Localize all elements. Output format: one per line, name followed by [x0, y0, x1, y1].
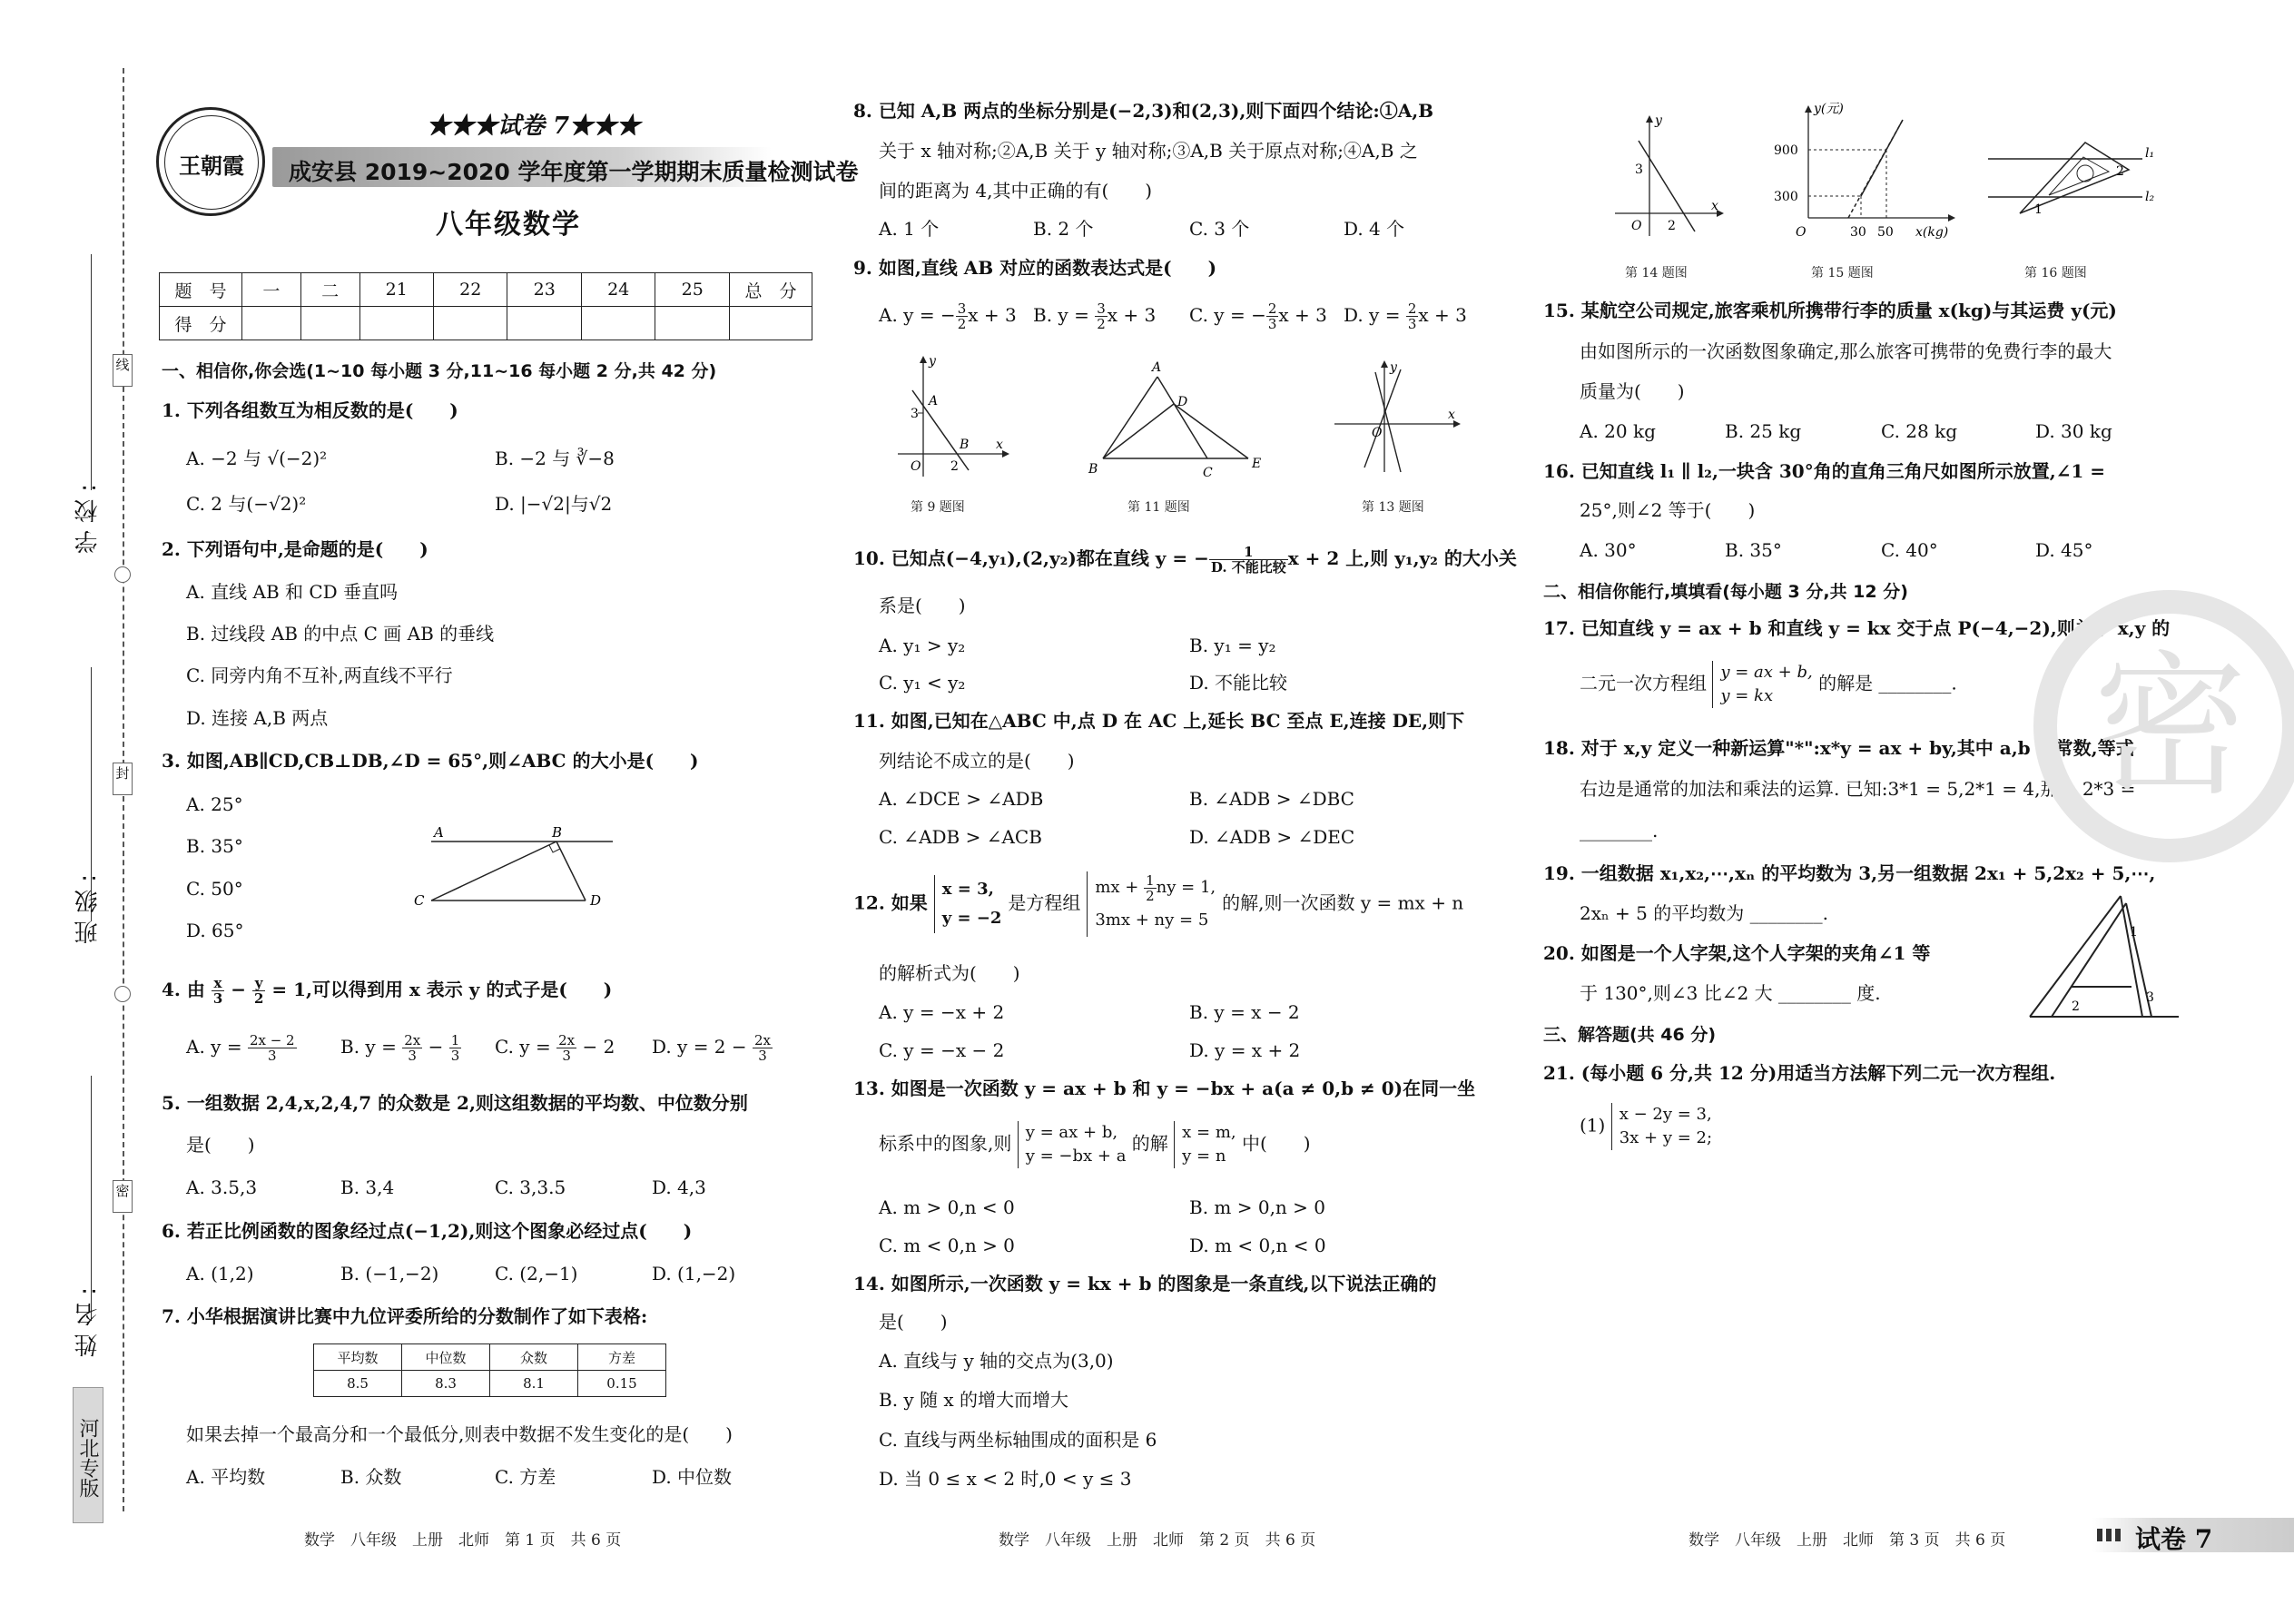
q8-line-1: 8. 已知 A,B 两点的坐标分别是(−2,3)和(2,3),则下面四个结论:①A,B [853, 100, 1434, 122]
q16-option-c: C. 40° [1881, 539, 1938, 561]
figure-11-caption: 第 11 题图 [1127, 500, 1190, 515]
q4-stem-post: = 1,可以得到用 x 表示 y 的式子是( ) [271, 979, 613, 1000]
stat-value: 8.1 [490, 1371, 578, 1397]
watermark-seal [2033, 590, 2294, 862]
q3-label-b: B [552, 824, 563, 841]
q8-option-d: D. 4 个 [1344, 218, 1405, 240]
svg-text:2: 2 [950, 459, 959, 474]
q13-option-c: C. m < 0,n > 0 [879, 1235, 1015, 1256]
q2-stem: 2. 下列语句中,是命题的是( ) [162, 538, 428, 560]
figure-15 [1770, 100, 1965, 250]
score-header-cell: 总 分 [730, 273, 812, 307]
q15-option-a: A. 20 kg [1580, 420, 1656, 442]
q18-line-3: ________. [1580, 820, 1659, 842]
q7-stem-2: 如果去掉一个最高分和一个最低分,则表中数据不发生变化的是( ) [186, 1423, 733, 1445]
q9-option-c: C. y = − $\frac{2}{3}$ x + 3 [1189, 300, 1327, 332]
q10-option-d: D. 不能比较 [1189, 672, 1288, 694]
q12-option-b: B. y = x − 2 [1189, 1001, 1300, 1023]
q15-option-c: C. 28 kg [1881, 420, 1958, 442]
svg-text:900: 900 [1774, 143, 1798, 158]
score-input-cell[interactable] [655, 307, 730, 340]
page-3-footer: 数学 八年级 上册 北师 第 3 页 共 6 页 [1689, 1531, 2006, 1550]
edition-badge: 河北专版 [73, 1387, 103, 1523]
q14-option-b: B. y 随 x 的增大而增大 [879, 1389, 1069, 1411]
q5-stem-2: 是( ) [186, 1134, 255, 1156]
score-input-cell[interactable] [359, 307, 433, 340]
score-header-cell: 23 [507, 273, 581, 307]
name-label: 姓名: [74, 1280, 102, 1357]
q9-stem: 9. 如图,直线 AB 对应的函数表达式是( ) [853, 257, 1217, 279]
figure-13-caption: 第 13 题图 [1362, 500, 1424, 515]
q14-option-c: C. 直线与两坐标轴围成的面积是 6 [879, 1429, 1157, 1451]
q4-option-c: C. y = $\frac{2x}{3}$ − 2 [495, 1032, 615, 1064]
figure-9 [894, 354, 1012, 481]
score-header-cell: 二 [300, 273, 359, 307]
q21-line-1: 21. (每小题 6 分,共 12 分)用适当方法解下列二元一次方程组. [1543, 1062, 2056, 1084]
q11-option-b: B. ∠ADB > ∠DBC [1189, 788, 1354, 810]
q14-option-d: D. 当 0 ≤ x < 2 时,0 < y ≤ 3 [879, 1468, 1132, 1490]
q20-line-2: 于 130°,则∠3 比∠2 大 ________ 度. [1580, 982, 1881, 1004]
q3-stem: 3. 如图,AB∥CD,CB⊥DB,∠D = 65°,则∠ABC 的大小是( ) [162, 750, 699, 772]
svg-text:A: A [1152, 360, 1162, 375]
svg-text:50: 50 [1877, 225, 1894, 240]
q6-option-c: C. (2,−1) [495, 1263, 578, 1284]
q12-option-d: D. y = x + 2 [1189, 1039, 1301, 1061]
q6-option-a: A. (1,2) [186, 1263, 254, 1284]
q10-line-1: 10. 已知点(−4,y₁),(2,y₂)都在直线 y = − $\frac{1}{\text{D. 不能比较}}$ x + 2 上,则 y₁,y₂ 的大小关 [853, 544, 1517, 576]
svg-text:2: 2 [2072, 999, 2080, 1014]
q19-line-1: 19. 一组数据 x₁,x₂,⋯,xₙ 的平均数为 3,另一组数据 2x₁ + 5,2x₂ + 5,⋯, [1543, 862, 2156, 884]
svg-text:x: x [1711, 199, 1718, 213]
score-input-cell[interactable] [581, 307, 655, 340]
q15-line-1: 15. 某航空公司规定,旅客乘机所携带行李的质量 x(kg)与其运费 y(元) [1543, 300, 2117, 321]
q7-option-b: B. 众数 [340, 1466, 402, 1488]
q16-option-b: B. 35° [1725, 539, 1782, 561]
q6-stem: 6. 若正比例函数的图象经过点(−1,2),则这个图象必经过点( ) [162, 1220, 693, 1242]
svg-text:O: O [911, 459, 921, 474]
q12-option-a: A. y = −x + 2 [879, 1001, 1005, 1023]
q1-option-b: B. −2 与 ∛−8 [495, 448, 615, 469]
svg-text:y: y [929, 354, 936, 369]
page-2-footer: 数学 八年级 上册 北师 第 2 页 共 6 页 [999, 1531, 1316, 1550]
svg-text:3: 3 [2146, 990, 2154, 1005]
svg-text:y: y [1655, 113, 1662, 128]
svg-text:2: 2 [2116, 164, 2124, 179]
figure-16-caption: 第 16 题图 [2024, 266, 2087, 281]
stat-value: 8.3 [402, 1371, 490, 1397]
q8-option-a: A. 1 个 [879, 218, 940, 240]
binding-mark-2: 封 [113, 763, 133, 795]
q10-option-c: C. y₁ < y₂ [879, 672, 966, 694]
score-header-cell: 一 [242, 273, 301, 307]
section-3-heading: 三、解答题(共 46 分) [1543, 1025, 1717, 1045]
brand-seal [156, 107, 265, 216]
q13-option-b: B. m > 0,n > 0 [1189, 1196, 1326, 1218]
score-input-cell[interactable] [507, 307, 581, 340]
q7-option-c: C. 方差 [495, 1466, 556, 1488]
figure-11 [1085, 359, 1271, 486]
q8-line-3: 间的距离为 4,其中正确的有( ) [879, 180, 1153, 202]
q5-option-a: A. 3.5,3 [186, 1176, 258, 1198]
q14-line-2: 是( ) [879, 1311, 948, 1333]
q18-line-1: 18. 对于 x,y 定义一种新运算"*":x*y = ax + by,其中 a,b 为常数,等式 [1543, 737, 2134, 759]
q3-label-a: A [434, 824, 444, 841]
class-label: 班级: [74, 867, 102, 944]
q12-option-c: C. y = −x − 2 [879, 1039, 1005, 1061]
q10-line-2: 系是( ) [879, 595, 966, 616]
stat-header: 平均数 [314, 1344, 402, 1371]
figure-14-caption: 第 14 题图 [1625, 266, 1688, 281]
q13-option-a: A. m > 0,n < 0 [879, 1196, 1015, 1218]
q2-option-a: A. 直线 AB 和 CD 垂直吗 [186, 581, 399, 603]
q4-option-b: B. y = $\frac{2x}{3}$ − $\frac{1}{3}$ [340, 1032, 460, 1064]
binding-hole-2 [114, 986, 131, 1002]
q7-option-d: D. 中位数 [652, 1466, 733, 1488]
figure-14 [1611, 113, 1729, 241]
q4-option-d: D. y = 2 − $\frac{2x}{3}$ [652, 1032, 772, 1064]
stat-header: 方差 [578, 1344, 666, 1371]
q7-stat-table [313, 1343, 666, 1397]
section-2-heading: 二、相信你能行,填填看(每小题 3 分,共 12 分) [1543, 582, 1908, 602]
q8-line-2: 关于 x 轴对称;②A,B 关于 y 轴对称;③A,B 关于原点对称;④A,B 之 [879, 140, 1418, 162]
svg-text:x: x [996, 438, 1003, 452]
figure-16 [1984, 132, 2165, 231]
q8-option-b: B. 2 个 [1033, 218, 1094, 240]
q3-option-d: D. 65° [186, 920, 244, 941]
q16-option-d: D. 45° [2035, 539, 2093, 561]
q6-option-d: D. (1,−2) [652, 1263, 736, 1284]
q13-line-2: 标系中的图象,则 y = ax + b, y = −bx + a 的解 x = m, y = n 中( ) [879, 1121, 1311, 1168]
svg-text:l₁: l₁ [2145, 146, 2155, 161]
score-header-cell: 题 号 [160, 273, 242, 307]
score-input-cell[interactable] [433, 307, 507, 340]
q14-line-1: 14. 如图所示,一次函数 y = kx + b 的图象是一条直线,以下说法正确的 [853, 1273, 1437, 1294]
q11-option-a: A. ∠DCE > ∠ADB [879, 788, 1044, 810]
q5-stem: 5. 一组数据 2,4,x,2,4,7 的众数是 2,则这组数据的平均数、中位数分别 [162, 1092, 748, 1114]
q19-line-2: 2xₙ + 5 的平均数为 ________. [1580, 902, 1828, 924]
svg-text:1: 1 [2130, 925, 2138, 940]
score-header-cell: 21 [359, 273, 433, 307]
q9-option-a: A. y = − $\frac{3}{2}$ x + 3 [879, 300, 1017, 332]
q13-line-1: 13. 如图是一次函数 y = ax + b 和 y = −bx + a(a ≠ 0,b ≠ 0)在同一坐 [853, 1078, 1476, 1099]
q4-stem-pre: 4. 由 [162, 979, 205, 1000]
q13-option-d: D. m < 0,n < 0 [1189, 1235, 1326, 1256]
school-line [91, 254, 92, 490]
q1-stem: 1. 下列各组数互为相反数的是( ) [162, 399, 458, 421]
q3-option-c: C. 50° [186, 878, 243, 900]
q2-option-c: C. 同旁内角不互补,两直线不平行 [186, 664, 453, 686]
svg-text:A: A [929, 394, 939, 408]
q15-option-b: B. 25 kg [1725, 420, 1802, 442]
score-header-cell: 24 [581, 273, 655, 307]
watermark-glyph: 密 [2092, 637, 2248, 817]
svg-text:E: E [1252, 457, 1262, 471]
svg-text:C: C [1203, 466, 1213, 480]
stat-header: 中位数 [402, 1344, 490, 1371]
svg-text:l₂: l₂ [2145, 190, 2155, 204]
page-1-footer: 数学 八年级 上册 北师 第 1 页 共 6 页 [304, 1531, 622, 1550]
q3-figure [409, 817, 626, 917]
binding-mark-3: 密 [113, 1180, 133, 1213]
figure-15-caption: 第 15 题图 [1811, 266, 1874, 281]
q8-option-c: C. 3 个 [1189, 218, 1250, 240]
q18-line-2: 右边是通常的加法和乘法的运算. 已知:3*1 = 5,2*1 = 4,那么 2*3 = [1580, 778, 2136, 800]
binding-mark-1: 线 [113, 354, 133, 387]
q9-option-b: B. y = $\frac{3}{2}$ x + 3 [1033, 300, 1157, 332]
q3-label-c: C [414, 892, 425, 909]
score-table [159, 272, 812, 340]
svg-text:3: 3 [1635, 162, 1643, 177]
q4-stem: 4. 由 $\frac{x}{3}$ − $\frac{y}{2}$ = 1,可以得到用 x 表示 y 的式子是( ) [162, 975, 613, 1007]
exam-title: 成安县 2019~2020 学年度第一学期期末质量检测试卷 [289, 159, 859, 185]
svg-text:D: D [1177, 395, 1188, 409]
q1-option-c: C. 2 与(−√2)² [186, 493, 307, 515]
q16-line-2: 25°,则∠2 等于( ) [1580, 499, 1756, 521]
score-input-cell[interactable] [300, 307, 359, 340]
score-row-label: 得 分 [160, 307, 242, 340]
q5-option-b: B. 3,4 [340, 1176, 395, 1198]
svg-text:30: 30 [1850, 225, 1866, 240]
score-input-cell[interactable] [242, 307, 301, 340]
q16-line-1: 16. 已知直线 l₁ ∥ l₂,一块含 30°角的直角三角尺如图所示放置,∠1 = [1543, 460, 2106, 482]
series-label: ★★★试卷 7★★★ [427, 113, 641, 140]
stat-value: 8.5 [314, 1371, 402, 1397]
figure-13 [1330, 359, 1466, 477]
binding-hole-1 [114, 566, 131, 583]
score-header-cell: 22 [433, 273, 507, 307]
q11-option-d: D. ∠ADB > ∠DEC [1189, 826, 1355, 848]
q12-line-2: 的解析式为( ) [879, 962, 1020, 984]
q11-line-1: 11. 如图,已知在△ABC 中,点 D 在 AC 上,延长 BC 至点 E,连接 DE,则下 [853, 710, 1465, 732]
svg-text:O: O [1796, 225, 1807, 240]
q2-option-d: D. 连接 A,B 两点 [186, 707, 329, 729]
subject-title: 八年级数学 [436, 209, 581, 241]
q11-line-2: 列结论不成立的是( ) [879, 750, 1075, 772]
q5-option-c: C. 3,3.5 [495, 1176, 566, 1198]
q20-figure [2024, 885, 2183, 1021]
svg-text:B: B [960, 438, 970, 452]
q17-line-2: 二元一次方程组 y = ax + b, y = kx 的解是 ________. [1580, 661, 1957, 708]
q15-option-d: D. 30 kg [2035, 420, 2112, 442]
q11-option-c: C. ∠ADB > ∠ACB [879, 826, 1042, 848]
q15-line-2: 由如图所示的一次函数图象确定,那么旅客可携带的免费行李的最大 [1580, 340, 2112, 362]
brand-logo-text: 王朝霞 [179, 153, 244, 179]
q16-option-a: A. 30° [1580, 539, 1637, 561]
q14-option-a: A. 直线与 y 轴的交点为(3,0) [879, 1350, 1114, 1372]
q12-line-1: 12. 如果 x = 3, y = −2 是方程组 mx + $\frac{1}{2}$ ny = 1, 3mx + ny = 5 的解,则一次函数 y = mx + n [853, 871, 1463, 937]
svg-text:O: O [1372, 426, 1383, 440]
svg-text:2: 2 [1668, 219, 1676, 233]
q1-option-a: A. −2 与 √(−2)² [186, 448, 328, 469]
q6-option-b: B. (−1,−2) [340, 1263, 439, 1284]
svg-text:1: 1 [2034, 202, 2043, 217]
score-input-cell[interactable] [730, 307, 812, 340]
svg-text:O: O [1631, 219, 1642, 233]
q7-option-a: A. 平均数 [186, 1466, 266, 1488]
svg-text:B: B [1088, 462, 1098, 477]
q2-option-b: B. 过线段 AB 的中点 C 画 AB 的垂线 [186, 623, 495, 645]
q3-option-b: B. 35° [186, 835, 243, 857]
q3-option-a: A. 25° [186, 793, 243, 815]
q10-option-a: A. y₁ > y₂ [879, 635, 966, 656]
section-1-heading: 一、相信你,你会选(1~10 每小题 3 分,11~16 每小题 2 分,共 42 分) [162, 361, 717, 381]
q7-stem: 7. 小华根据演讲比赛中九位评委所给的分数制作了如下表格: [162, 1305, 648, 1327]
q10-option-b: B. y₁ = y₂ [1189, 635, 1276, 656]
svg-text:y: y [1390, 360, 1397, 375]
svg-text:3: 3 [911, 407, 919, 421]
svg-text:y(元): y(元) [1814, 102, 1844, 116]
q1-option-d: D. |−√2|与√2 [495, 493, 613, 515]
q20-line-1: 20. 如图是一个人字架,这个人字架的夹角∠1 等 [1543, 942, 1931, 964]
score-header-cell: 25 [655, 273, 730, 307]
stat-header: 众数 [490, 1344, 578, 1371]
q9-option-d: D. y = $\frac{2}{3}$ x + 3 [1344, 300, 1467, 332]
q5-option-d: D. 4,3 [652, 1176, 706, 1198]
q21-part-1: (1) x − 2y = 3, 3x + y = 2; [1580, 1103, 1712, 1150]
svg-text:x(kg): x(kg) [1915, 225, 1949, 240]
q15-line-3: 质量为( ) [1580, 380, 1685, 402]
figure-9-caption: 第 9 题图 [911, 500, 965, 515]
stat-value: 0.15 [578, 1371, 666, 1397]
q3-label-d: D [590, 892, 602, 909]
page-tag-dots [2097, 1529, 2124, 1541]
q4-option-a: A. y = $\frac{2x - 2}{3}$ [186, 1032, 295, 1064]
school-label: 学校: [74, 477, 102, 554]
q17-line-1: 17. 已知直线 y = ax + b 和直线 y = kx 交于点 P(−4,−2),则关于 x,y 的 [1543, 617, 2171, 639]
svg-text:300: 300 [1774, 190, 1798, 204]
svg-text:x: x [1448, 408, 1455, 422]
page-tag: 试卷 7 [2135, 1524, 2213, 1554]
